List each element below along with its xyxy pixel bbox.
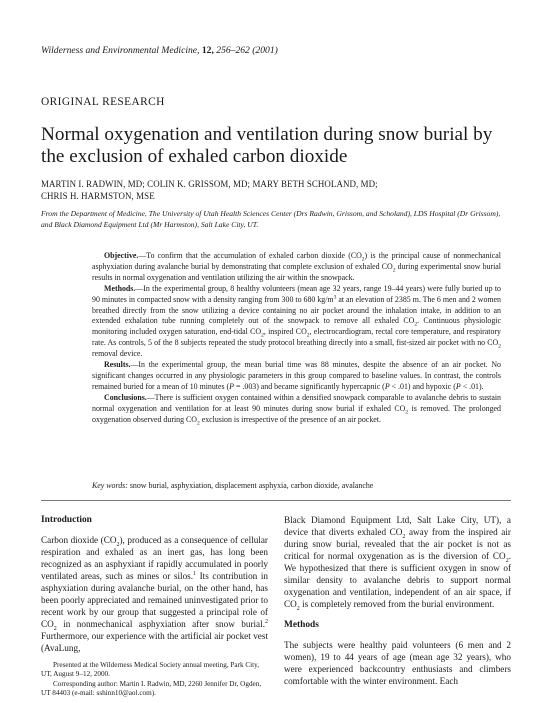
abstract-objective [92, 251, 501, 284]
methods-text: , inspired CO [263, 327, 307, 337]
methods-paragraph: The subjects were healthy paid volunteers (6 men and 2 women), 19 to 44 years of age (mean age 32 years), who were experienced backcountry enthusiasts and climbers comfortable with the winter environment. Each [284, 640, 511, 686]
subscript: 2 [505, 557, 509, 564]
methods-text: , electrocardiogram, rectal core temperature, and respiratory rate. As controls, 5 of the 8 subjects repeated the study protocol breathing directly into a small, fist-sized air pocket with no CO [92, 327, 501, 348]
author-list [41, 179, 511, 202]
subscript: 2 [306, 332, 310, 339]
intro-text: away from the inspired air during snow burial, revealed that the air pocket is not as critical for normal oxygenation as is the diversion of CO [284, 527, 511, 561]
footnote-corresponding-author: Corresponding author: Martin I. Radwin, MD, 2260 Jennifer Dr, Ogden, UT 84403 (e-mail: sshinn10@aol.com). [41, 679, 262, 698]
methods-label: Methods. [104, 283, 136, 293]
p-value-symbol: P [384, 381, 390, 391]
left-column [41, 514, 268, 654]
methods-text: at an elevation of 2385 m. The 6 men and 2 women breathed directly from the snow utilizing a device containing no air pocket around the inhalation intake, in addition to an extended exhalation tube running completely out of the snowpack to remove all exhaled CO [92, 294, 502, 326]
intro-text: is completely removed from the burial environment. [299, 599, 495, 609]
conclusions-text: is removed. The prolonged oxygenation observed during CO [92, 403, 502, 424]
subscript: 2 [402, 533, 406, 540]
conclusions-label: Conclusions. [104, 392, 147, 402]
journal-citation [41, 45, 278, 56]
section-divider [41, 500, 511, 501]
subscript: 2 [53, 625, 57, 632]
abstract-methods [92, 284, 501, 360]
objective-label: Objective. [104, 251, 139, 260]
intro-continued-paragraph [284, 514, 511, 610]
objective-text: ) is the principal cause of nonmechanical asphyxiation during avalanche burial by demonstrating that complete exclusion of exhaled CO [92, 251, 501, 271]
results-text: < .01) and hypoxic ( [389, 381, 456, 391]
superscript: 3 [333, 294, 337, 300]
footnote-presented: Presented at the Wilderness Medical Society annual meeting, Park City, UT, August 9–12, 2000. [41, 661, 260, 679]
keywords [92, 481, 501, 492]
intro-text: Furthermore, our experience with the artificial air pocket vest (AvaLung, [41, 631, 268, 653]
subscript: 2 [361, 256, 365, 263]
conclusions-text: exclusion is irrespective of the presence of an air pocket. [199, 414, 381, 424]
journal-volume: 12, [201, 45, 214, 56]
section-label: ORIGINAL RESEARCH [41, 96, 165, 108]
subscript: 2 [392, 267, 396, 274]
footnotes [41, 661, 268, 699]
objective-text: during experimental snow burial results in normal oxygenation and ventilation utilizing the air within the snowpack. [92, 261, 501, 282]
methods-text: —In the experimental group, 8 healthy volunteers (mean age 32 years, range 19–44 years) were fully buried up to 90 minutes in compacted snow with a density ranging from 300 to 680 kg/m [92, 283, 501, 304]
subscript: 2 [261, 332, 264, 339]
intro-text: . We hypothesized that there is sufficient oxygen in snow of similar density to avalanche debris to support normal oxygenation and ventilation, independent of an air space, if CO [284, 551, 511, 609]
article-title: Normal oxygenation and ventilation during snow burial by the exclusion of exhaled carbon dioxide [41, 124, 493, 167]
intro-text: Black Diamond Equipment Ltd, Salt Lake City, UT), a device that diverts exhaled CO [284, 515, 511, 537]
abstract-conclusions [92, 393, 501, 426]
intro-text: Carbon dioxide (CO [41, 535, 117, 545]
affiliation: From the Department of Medicine, The University of Utah Health Sciences Center (Drs Radwin, Grissom, and Scholand), LDS Hospital (Dr Grissom), and Black Diamond Equipment Ltd (Mr Harmston), Salt Lake City, UT. [41, 209, 501, 229]
subscript: 2 [196, 420, 200, 427]
journal-name: Wilderness and Environmental Medicine, [41, 45, 200, 56]
results-label: Results. [104, 360, 131, 370]
methods-heading: Methods [284, 620, 319, 630]
p-value-symbol: P [455, 381, 461, 391]
results-text: —In the experimental group, the mean burial time was 88 minutes, despite the absence of an air pocket. No significant changes occurred in any physiologic parameters in this group compared to baseline values. In contrast, the controls remained buried for a mean of 10 minutes ( [92, 360, 501, 391]
subscript: 2 [116, 541, 120, 548]
journal-pages-year: 256–262 (2001) [216, 45, 278, 56]
intro-heading: Introduction [41, 515, 92, 525]
results-text: = .003) and became significantly hypercapnic ( [234, 381, 385, 391]
keywords-text: snow burial, asphyxiation, displacement asphyxia, carbon dioxide, avalanche [127, 481, 374, 490]
methods-text: . Continuous physiologic monitoring included oxygen saturation, end-tidal CO [92, 316, 501, 337]
reference-marker: 1 [193, 570, 197, 577]
subscript: 2 [498, 343, 501, 350]
right-column [284, 514, 511, 687]
reference-marker: 2 [265, 618, 268, 625]
subscript: 2 [405, 409, 409, 416]
subscript: 2 [414, 322, 418, 329]
intro-text: ), produced as a consequence of cellular respiration and exhaled as an inert gas, has long been recognized as an asphyxiant if rapidly accumulated in poorly ventilated areas, such as mines or silos. [41, 535, 268, 581]
intro-text: in nonmechanical asphyxiation after snow burial. [56, 619, 265, 629]
conclusions-text: —There is sufficient oxygen contained within a densified snowpack comparable to avalanche debris to sustain normal oxygenation and ventilation for at least 90 minutes during snow burial if exhaled CO [92, 392, 501, 413]
abstract-results [92, 360, 501, 393]
subscript: 2 [296, 605, 300, 612]
intro-text: Its contribution in asphyxiation during avalanche burial, on the other hand, has been poorly appreciated and remained uninvestigated prior to recent work by our group that suggested a principal role of CO [41, 571, 268, 629]
p-value-symbol: P [229, 381, 234, 391]
abstract [92, 251, 501, 426]
author-line-1: MARTIN I. RADWIN, MD; COLIN K. GRISSOM, MD; MARY BETH SCHOLAND, MD; [41, 179, 378, 189]
results-text: < .01). [460, 381, 484, 391]
author-line-2: CHRIS H. HARMSTON, MSE [41, 190, 155, 201]
intro-paragraph [41, 534, 268, 654]
methods-text: removal device. [92, 349, 143, 359]
objective-text: —To confirm that the accumulation of exhaled carbon dioxide (CO [138, 251, 362, 260]
keywords-label: Key words: [92, 481, 128, 490]
